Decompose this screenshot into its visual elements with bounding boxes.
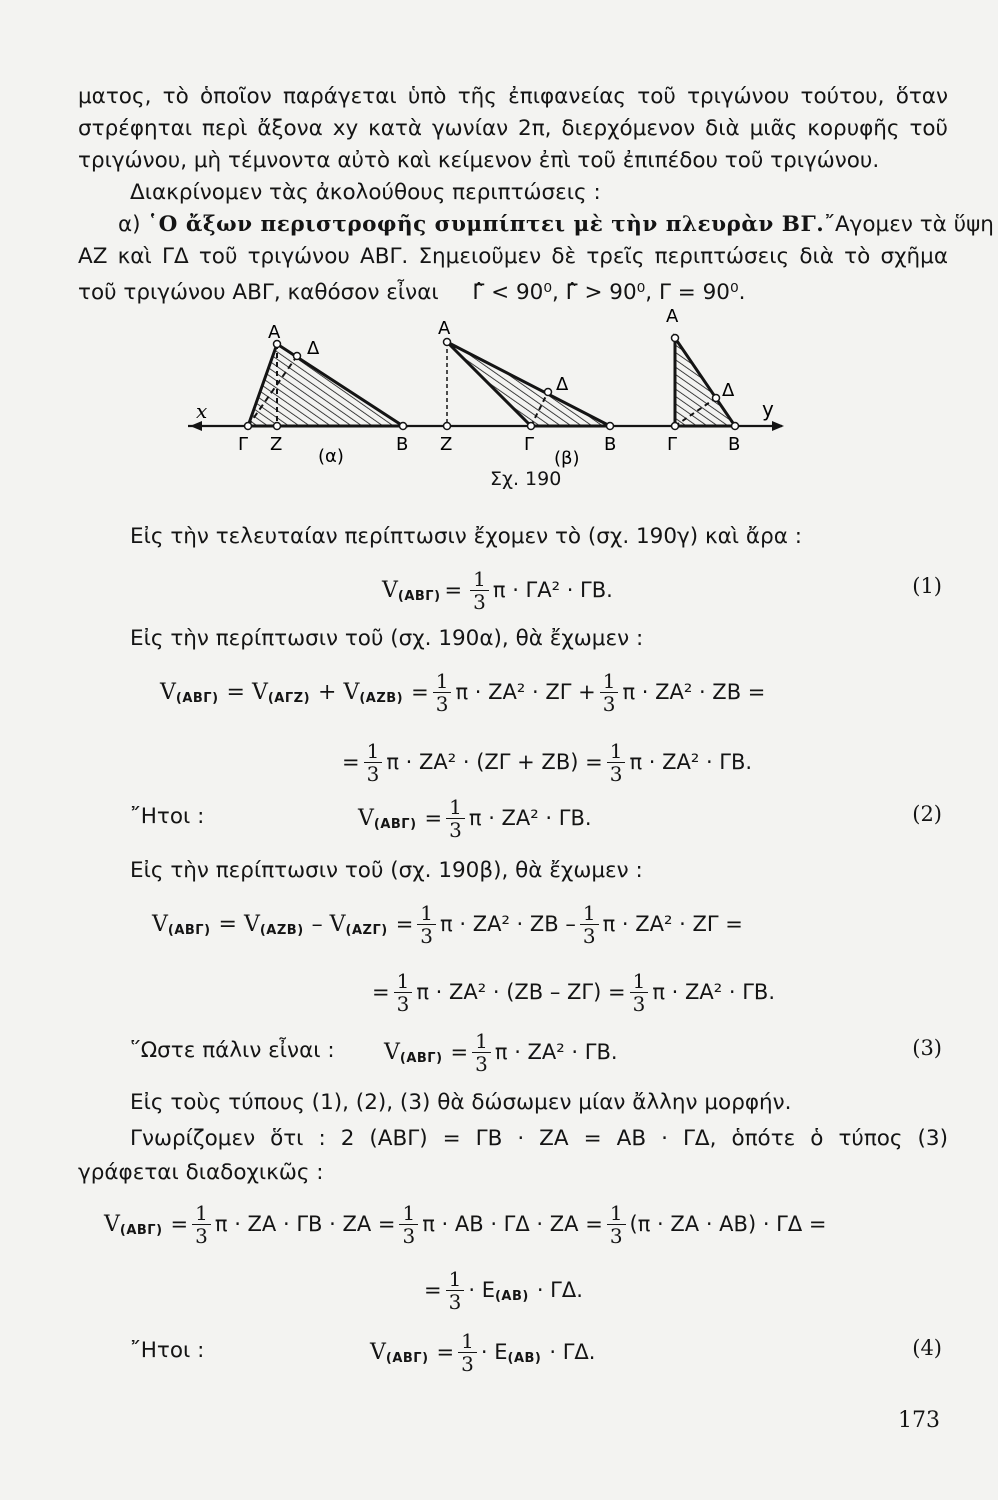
label-A-beta: Α (438, 318, 451, 339)
label-G-alpha: Γ (238, 434, 249, 455)
equation-number-3: (3) (912, 1036, 942, 1060)
label-B-gamma: Β (728, 434, 741, 455)
text-hoste: ῞Ωστε πάλιν εἶναι : (130, 1038, 335, 1063)
equation-number-2: (2) (912, 802, 942, 826)
equation-3-line-1: V (ΑΒΓ) = V (ΑΖΒ) – V (ΑΖΓ) = $\frac{1}{3}$ π · ΖΑ² · ΖΒ – $\frac{1}{3}$ π · ΖΑ² · ΖΓ = (152, 900, 743, 948)
paragraph-cases-intro: Διακρίνομεν τὰς ἀκολούθους περιπτώσεις : (130, 180, 601, 205)
label-D-beta: Δ (556, 374, 569, 395)
equation-4-line-1: V (ΑΒΓ) = $\frac{1}{3}$ π · ΖΑ · ΓΒ · ΖΑ = $\frac{1}{3}$ π · ΑΒ · ΓΔ · ΖΑ = $\frac{1}{3}$ (π · ΖΑ · ΑΒ) · ΓΔ = (104, 1200, 827, 1248)
case-a-conditions: Γ̂ < 90⁰, Γ̂ > 90⁰, Γ = 90⁰. (472, 280, 746, 305)
case-a-rest: ῎Αγομεν τὰ ὕψη (824, 212, 994, 237)
label-Z-alpha: Ζ (270, 434, 283, 455)
paragraph-line-2: στρέφηται περὶ ἄξονα xy κατὰ γωνίαν 2π, διερχόμενον διὰ μιᾶς κορυφῆς τοῦ (78, 116, 948, 141)
label-beta: (β) (554, 448, 580, 469)
label-A-gamma: Α (666, 306, 679, 327)
text-case-alpha: Εἰς τὴν περίπτωσιν τοῦ (σχ. 190α), θὰ ἔχωμεν : (130, 626, 644, 651)
label-Z-beta: Ζ (440, 434, 453, 455)
text-last-case: Εἰς τὴν τελευταίαν περίπτωσιν ἔχομεν τὸ (σχ. 190γ) καὶ ἄρα : (130, 524, 802, 549)
fraction: $\frac{1}{3}$ (470, 568, 489, 613)
triangle-beta (447, 342, 610, 426)
label-B-alpha: Β (396, 434, 409, 455)
triangle-alpha (248, 344, 403, 426)
label-G-beta: Γ (524, 434, 535, 455)
figure-190 (150, 300, 810, 500)
label-D-gamma: Δ (722, 380, 735, 401)
equation-number-4: (4) (912, 1336, 942, 1360)
text-grafetai: γράφεται διαδοχικῶς : (78, 1160, 324, 1185)
label-alpha: (α) (318, 446, 344, 467)
page-number: 173 (898, 1408, 940, 1433)
axis-label-x: x (196, 399, 208, 423)
label-D-alpha: Δ (307, 338, 320, 359)
text-itoi-1: ῎Ητοι : (130, 804, 205, 829)
text-itoi-2: ῎Ητοι : (130, 1338, 205, 1363)
equation-2: V (ΑΒΓ) = $\frac{1}{3}$ π · ΖΑ² · ΓΒ. (358, 794, 592, 842)
equation-1: V (ΑΒΓ) = $\frac{1}{3}$ π · ΓΑ² · ΓΒ. (382, 566, 613, 614)
text-gnorizomen: Γνωρίζομεν ὅτι : 2 (ΑΒΓ) = ΓΒ · ΖΑ = ΑΒ · ΓΔ, ὁπότε ὁ τύπος (3) (130, 1126, 948, 1151)
figure-caption: Σχ. 190 (490, 468, 562, 490)
case-a-heading: ῾Ο ἄξων περιστροφῆς συμπίπτει μὲ τὴν πλευρὰν ΒΓ. (147, 212, 825, 237)
equation-4-line-2: = $\frac{1}{3}$ · Ε (ΑΒ) · ΓΔ. (424, 1266, 583, 1314)
case-a-line-3-text: τοῦ τριγώνου ΑΒΓ, καθόσον εἶναι (78, 280, 439, 305)
equation-3-line-2: = $\frac{1}{3}$ π · ΖΑ² · (ΖΒ – ΖΓ) = $\frac{1}{3}$ π · ΖΑ² · ΓΒ. (372, 968, 775, 1016)
equation-number-1: (1) (912, 574, 942, 598)
label-G-gamma: Γ (667, 434, 678, 455)
text-other-form: Εἰς τοὺς τύπους (1), (2), (3) θὰ δώσωμεν μίαν ἄλλην μορφήν. (130, 1090, 792, 1115)
paragraph-line-1: ματος, τὸ ὁποῖον παράγεται ὑπὸ τῆς ἐπιφανείας τοῦ τριγώνου τούτου, ὅταν (78, 84, 948, 109)
case-a-line-2: ΑΖ καὶ ΓΔ τοῦ τριγώνου ΑΒΓ. Σημειοῦμεν δὲ τρεῖς περιπτώσεις διὰ τὸ σχῆμα (78, 244, 948, 269)
axis-arrow-right-icon (772, 421, 784, 431)
text-case-beta: Εἰς τὴν περίπτωσιν τοῦ (σχ. 190β), θὰ ἔχωμεν : (130, 858, 643, 883)
case-a-prefix: α) (118, 212, 141, 237)
paragraph-line-3: τριγώνου, μὴ τέμνοντα αὐτὸ καὶ κείμενον ἐπὶ τοῦ ἐπιπέδου τοῦ τριγώνου. (78, 148, 880, 173)
equation-2-line-2: = $\frac{1}{3}$ π · ΖΑ² · (ΖΓ + ΖΒ) = $\frac{1}{3}$ π · ΖΑ² · ΓΒ. (342, 738, 753, 786)
equation-4: V (ΑΒΓ) = $\frac{1}{3}$ · Ε (ΑΒ) · ΓΔ. (370, 1328, 596, 1376)
equation-2-line-1: V (ΑΒΓ) = V (ΑΓΖ) + V (ΑΖΒ) = $\frac{1}{3}$ π · ΖΑ² · ΖΓ + $\frac{1}{3}$ π · ΖΑ² · ΖΒ = (160, 668, 766, 716)
label-A-alpha: Α (268, 322, 281, 343)
axis-label-y: y (762, 397, 774, 421)
label-B-beta: Β (604, 434, 617, 455)
equation-3: V (ΑΒΓ) = $\frac{1}{3}$ π · ΖΑ² · ΓΒ. (384, 1028, 618, 1076)
case-a-line (118, 208, 994, 242)
